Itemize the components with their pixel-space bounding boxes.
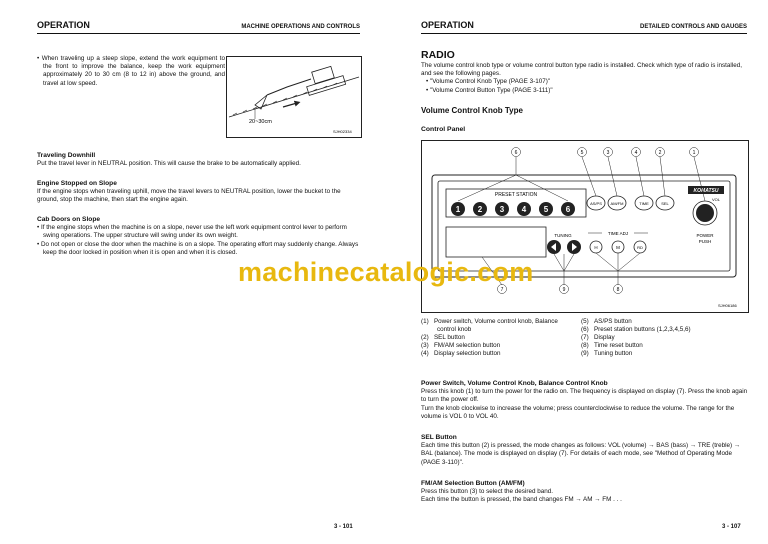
cab-doors-heading: Cab Doors on Slope: [37, 216, 101, 223]
right-header-rule: [421, 33, 747, 34]
legend-item-1-cont: control knob: [437, 326, 472, 333]
callout-4: 4: [634, 150, 638, 156]
legend-item-4: (4) Display selection button: [421, 350, 501, 357]
callout-8: 8: [616, 287, 620, 293]
clearance-label: 20~30cm: [249, 119, 272, 125]
push-label: PUSH: [698, 239, 712, 244]
time-adj-label: TIME ADJ: [607, 231, 629, 236]
downhill-text: Put the travel lever in NEUTRAL position. This will cause the brake to be automatically applied.: [37, 160, 301, 168]
time-h-label: H: [594, 245, 598, 250]
mode-buttons: [587, 196, 674, 210]
preset-buttons: [451, 202, 575, 216]
engine-stopped-heading: Engine Stopped on Slope: [37, 180, 117, 187]
preset-6: 6: [565, 205, 571, 214]
downhill-heading: Traveling Downhill: [37, 152, 96, 159]
callout-9: 9: [562, 287, 566, 293]
legend-item-8: (8) Time reset button: [581, 342, 643, 349]
right-header: [421, 18, 747, 32]
callout-7: 7: [500, 287, 504, 293]
right-page-number: 3 - 107: [722, 524, 741, 530]
steep-slope-text: When traveling up a steep slope, extend the work equipment to the front to improve the balance, keep the work equipment approximately 20 to 30 cm (8 to 12 in) above the ground, and travel at low speed.: [41, 55, 225, 87]
legend-item-3: (3) FM/AM selection button: [421, 342, 501, 349]
control-panel-title: Control Panel: [421, 126, 466, 133]
steep-slope-bullet: • When traveling up a steep slope, extend the work equipment to the front to improve the balance, keep the work equipment approximately 20 to 30 cm (8 to 12 in) above the ground, and travel at low speed.: [37, 55, 225, 87]
power-label: POWER: [696, 233, 714, 238]
tuning-label: TUNING: [554, 233, 572, 238]
as-ps-label: AS/PS: [590, 201, 602, 206]
callout-1: 1: [692, 150, 696, 156]
vol-label: VOL: [712, 197, 721, 202]
preset-2: 2: [477, 205, 483, 214]
callout-5: 5: [580, 150, 584, 156]
legend-item-6: (6) Preset station buttons (1,2,3,4,5,6): [581, 326, 691, 333]
left-header-title: OPERATION: [37, 20, 90, 30]
preset-4: 4: [521, 205, 527, 214]
cab-doors-bullet-2: Do not open or close the door when the machine is on a slope. The operating effort may suddenly change. Always keep the door locked in position when it is open and when it is closed.: [40, 240, 359, 256]
power-switch-text-2: Turn the knob clockwise to increase the volume; press counterclockwise to reduce the volume. The range for the volume is VOL 0 to VOL 40.: [421, 404, 735, 420]
left-header-rule: [37, 33, 360, 34]
watermark: machinecatalogic.com: [238, 257, 534, 287]
radio-intro-text: The volume control knob type or volume control button type radio is installed. Check which type of radio is installed, and see the following pages.: [421, 62, 742, 78]
slope-figure: [226, 56, 362, 138]
sel-button-text: Each time this button (2) is pressed, the mode changes as follows: VOL (volume) → BAS (bass) → TRE (treble) → BAL (balance). The mode is displayed on display (7). For details of each mode, see "Method of Operating Mode (PAGE 3-110)".: [421, 442, 741, 466]
preset-3: 3: [499, 205, 505, 214]
left-header-section: MACHINE OPERATIONS AND CONTROLS: [241, 24, 360, 30]
sel-button-section: [421, 434, 749, 467]
right-header-title: OPERATION: [421, 20, 474, 30]
sel-label: SEL: [661, 201, 669, 206]
section-title: Volume Control Knob Type: [421, 106, 523, 115]
brand-logo: KOMATSU: [693, 188, 719, 194]
legend-item-7: (7) Display: [581, 334, 615, 341]
preset-5: 5: [543, 205, 549, 214]
fm-am-section: [421, 480, 749, 505]
time-rd-label: RD: [637, 245, 643, 250]
power-switch-heading: Power Switch, Volume Control Knob, Balance Control Knob: [421, 380, 608, 387]
legend-item-9: (9) Tuning button: [581, 350, 633, 357]
power-switch-section: [421, 380, 749, 421]
fm-am-text-2: Each time the button is pressed, the band changes FM → AM → FM . . .: [421, 496, 622, 504]
panel-figure-code: SJH06186: [718, 303, 737, 308]
am-fm-label: AM/FM: [610, 201, 624, 206]
legend-item-5: (5) AS/PS button: [581, 318, 632, 325]
excavator-slope-illustration: [227, 57, 361, 137]
radio-title: RADIO: [421, 49, 455, 61]
fm-am-text-1: Press this button (3) to select the desired band.: [421, 488, 553, 496]
callout-6: 6: [514, 150, 518, 156]
preset-station-label: PRESET STATION: [494, 192, 538, 198]
engine-stopped-section: [37, 180, 360, 205]
parts-legend: [421, 318, 747, 368]
reference-button-type: "Volume Control Button Type (PAGE 3-111)": [429, 86, 553, 94]
callout-3: 3: [606, 150, 610, 156]
time-label: TIME: [639, 201, 649, 206]
cab-doors-bullet-1: If the engine stops when the machine is on a slope, never use the left work equipment control lever to perform swing operations. The upper structure will swing under its own weight.: [40, 224, 347, 240]
reference-knob-type: "Volume Control Knob Type (PAGE 3-107)": [429, 78, 551, 86]
legend-item-1: (1) Power switch, Volume control knob, Balance: [421, 318, 558, 325]
figure-code: SJH02334: [333, 129, 352, 134]
fm-am-heading: FM/AM Selection Button (AM/FM): [421, 480, 525, 487]
time-m-label: M: [616, 245, 620, 250]
callout-2: 2: [658, 150, 662, 156]
engine-stopped-text: If the engine stops when traveling uphill, move the travel levers to NEUTRAL position, lower the bucket to the ground, stop the machine, then start the engine again.: [37, 188, 341, 204]
left-header: [37, 18, 360, 32]
preset-1: 1: [455, 205, 461, 214]
sel-button-heading: SEL Button: [421, 434, 457, 441]
left-page-number: 3 - 101: [334, 524, 353, 530]
downhill-section: [37, 152, 360, 168]
right-header-section: DETAILED CONTROLS AND GAUGES: [639, 24, 747, 30]
power-switch-text-1: Press this knob (1) to turn the power for the radio on. The frequency is displayed on display (7). Press the knob again to turn the power off.: [421, 388, 748, 404]
radio-intro: The volume control knob type or volume control button type radio is installed. Check which type of radio is installed, and see the following pages. • "Volume Control Knob Type (PAGE 3-107)" • "Volume Control Button Type (PAGE 3-111)": [421, 62, 749, 95]
cab-doors-section: Cab Doors on Slope • If the engine stops when the machine is on a slope, never use the left work equipment control lever to perform swing operations. The upper structure will swing under its own weight. • Do not open or close the door when the machine is on a slope. The operating effort may suddenly change. Always keep the door locked in position when it is open and when it is closed.: [37, 216, 359, 256]
legend-item-2: (2) SEL button: [421, 334, 465, 341]
